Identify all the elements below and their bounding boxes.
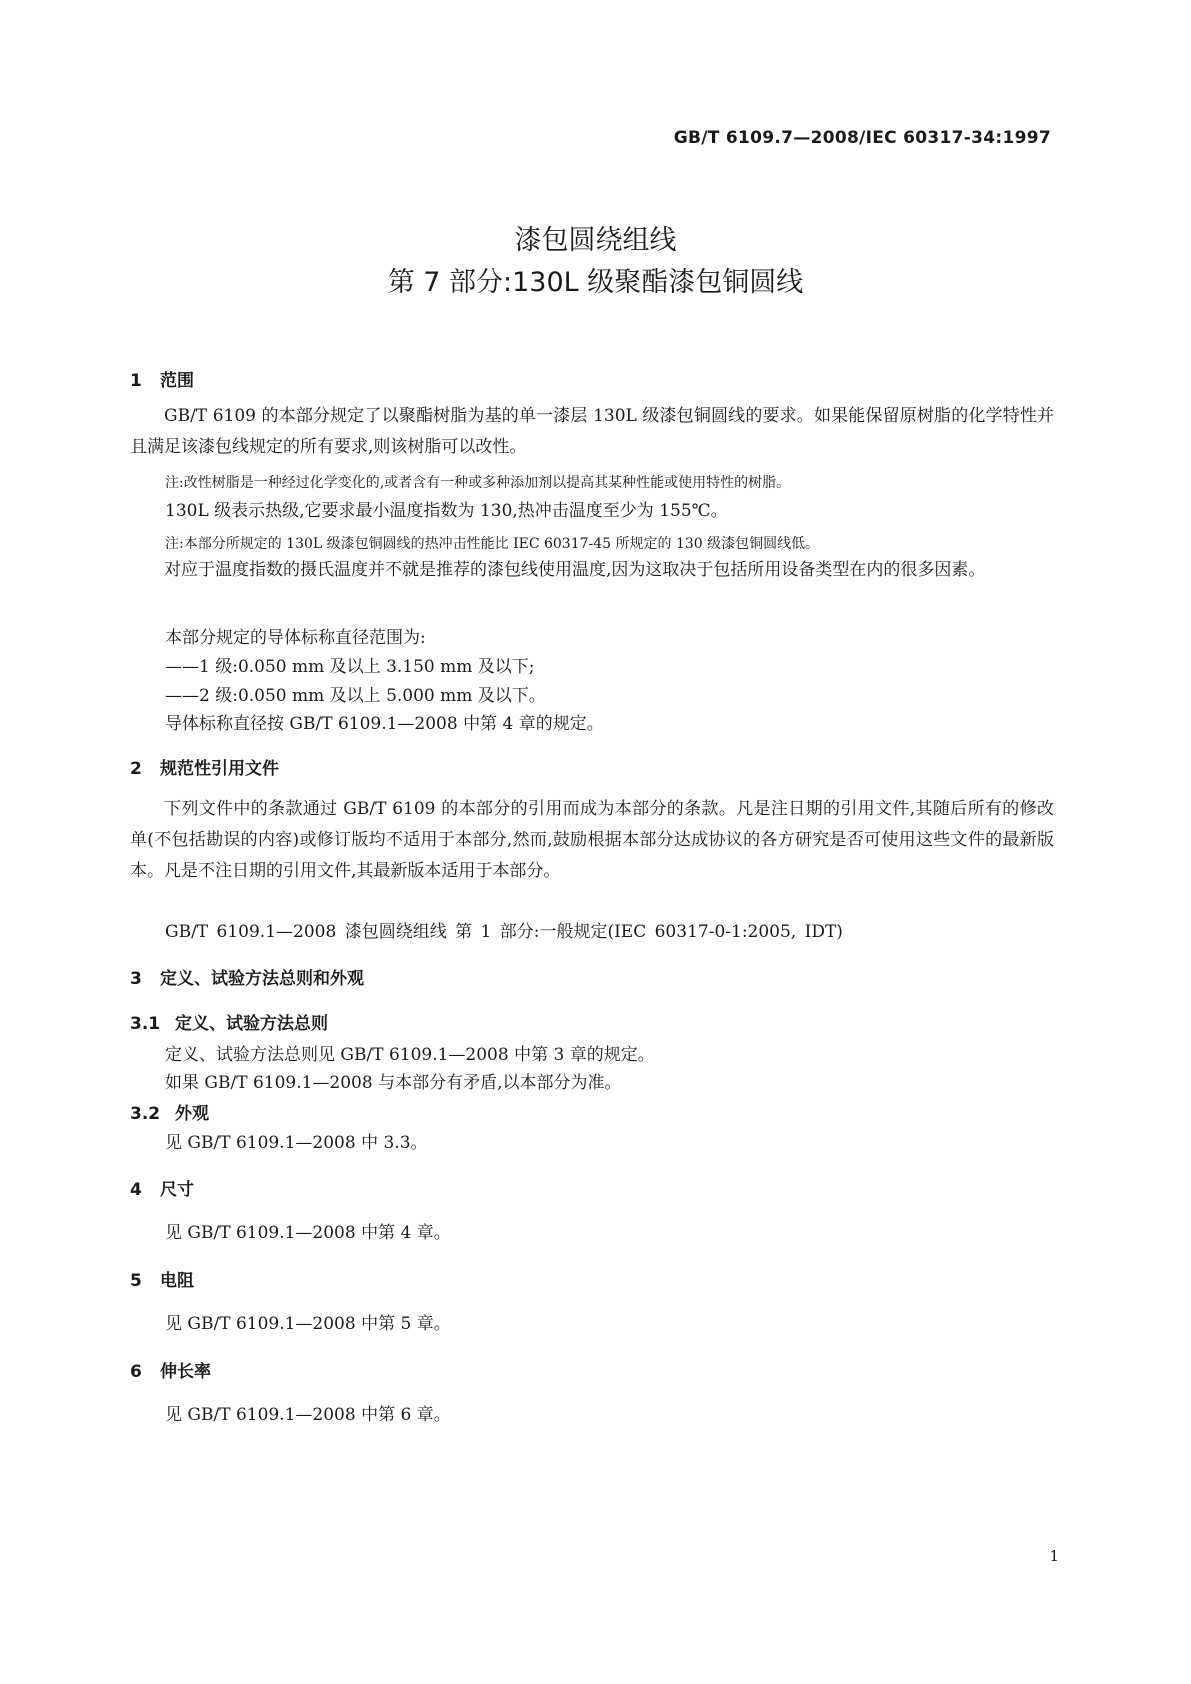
- section-number: 4: [130, 1180, 142, 1200]
- standard-code: GB/T 6109.7—2008/IEC 60317-34:1997: [673, 128, 1051, 148]
- section-title: 范围: [160, 371, 194, 391]
- title-line-2: 第 7 部分:130L 级聚酯漆包铜圆线: [387, 267, 804, 298]
- s3-1-paragraph-1: 定义、试验方法总则见 GB/T 6109.1—2008 中第 3 章的规定。: [165, 1045, 655, 1065]
- section-title: 伸长率: [160, 1362, 211, 1382]
- section-number: 1: [130, 371, 142, 391]
- s1-list-item-1: ——1 级:0.050 mm 及以上 3.150 mm 及以下;: [165, 657, 535, 677]
- section-number: 6: [130, 1362, 142, 1382]
- section-title: 电阻: [160, 1271, 194, 1291]
- subsection-3-1-heading: [130, 1009, 328, 1034]
- section-3-heading: [130, 964, 364, 989]
- s6-paragraph-1: 见 GB/T 6109.1—2008 中第 6 章。: [165, 1405, 451, 1425]
- subsection-title: 定义、试验方法总则: [175, 1014, 328, 1034]
- s2-paragraph-1: 下列文件中的条款通过 GB/T 6109 的本部分的引用而成为本部分的条款。凡是注日期的引用文件,其随后所有的修改单(不包括勘误的内容)或修订版均不适用于本部分,然而,鼓励根据本部分达成协议的各方研究是否可使用这些文件的最新版本。凡是不注日期的引用文件,其最新版本适用于本部分。: [130, 799, 1054, 881]
- title-line-1: 漆包圆绕组线: [514, 225, 677, 256]
- section-title: 规范性引用文件: [160, 759, 279, 779]
- subsection-number: 3.1: [130, 1014, 161, 1034]
- section-title: 尺寸: [160, 1180, 194, 1200]
- section-number: 2: [130, 759, 142, 779]
- s4-paragraph-1: 见 GB/T 6109.1—2008 中第 4 章。: [165, 1223, 451, 1243]
- section-4-heading: [130, 1175, 194, 1200]
- s1-paragraph-4: 本部分规定的导体标称直径范围为:: [165, 628, 426, 648]
- section-1-heading: [130, 366, 194, 391]
- section-6-heading: [130, 1357, 211, 1382]
- s1-paragraph-1: GB/T 6109 的本部分规定了以聚酯树脂为基的单一漆层 130L 级漆包铜圆线的要求。如果能保留原树脂的化学特性并且满足该漆包线规定的所有要求,则该树脂可以改性。: [130, 406, 1054, 457]
- s5-paragraph-1: 见 GB/T 6109.1—2008 中第 5 章。: [165, 1314, 451, 1334]
- section-number: 5: [130, 1271, 142, 1291]
- s1-paragraph-2: 130L 级表示热级,它要求最小温度指数为 130,热冲击温度至少为 155℃。: [165, 501, 728, 521]
- s1-paragraph-3: 对应于温度指数的摄氏温度并不就是推荐的漆包线使用温度,因为这取决于包括所用设备类型在内的很多因素。: [164, 560, 986, 580]
- page-number: 1: [1049, 1547, 1059, 1565]
- s3-2-paragraph-1: 见 GB/T 6109.1—2008 中 3.3。: [165, 1133, 428, 1153]
- section-number: 3: [130, 969, 142, 989]
- subsection-3-2-heading: [130, 1099, 209, 1124]
- s1-note-1: 注:改性树脂是一种经过化学变化的,或者含有一种或多种添加剂以提高其某种性能或使用特性的树脂。: [165, 475, 791, 491]
- s2-reference: GB/T 6109.1—2008 漆包圆绕组线 第 1 部分:一般规定(IEC 60317-0-1:2005, IDT): [165, 922, 843, 942]
- section-5-heading: [130, 1266, 194, 1291]
- section-title: 定义、试验方法总则和外观: [160, 969, 364, 989]
- s1-paragraph-5: 导体标称直径按 GB/T 6109.1—2008 中第 4 章的规定。: [165, 714, 604, 734]
- s3-1-paragraph-2: 如果 GB/T 6109.1—2008 与本部分有矛盾,以本部分为准。: [165, 1073, 622, 1093]
- s1-note-2: 注:本部分所规定的 130L 级漆包铜圆线的热冲击性能比 IEC 60317-45 所规定的 130 级漆包铜圆线低。: [165, 536, 820, 552]
- s1-list-item-2: ——2 级:0.050 mm 及以上 5.000 mm 及以下。: [165, 686, 546, 706]
- section-2-heading: [130, 754, 279, 779]
- subsection-title: 外观: [175, 1104, 209, 1124]
- subsection-number: 3.2: [130, 1104, 161, 1124]
